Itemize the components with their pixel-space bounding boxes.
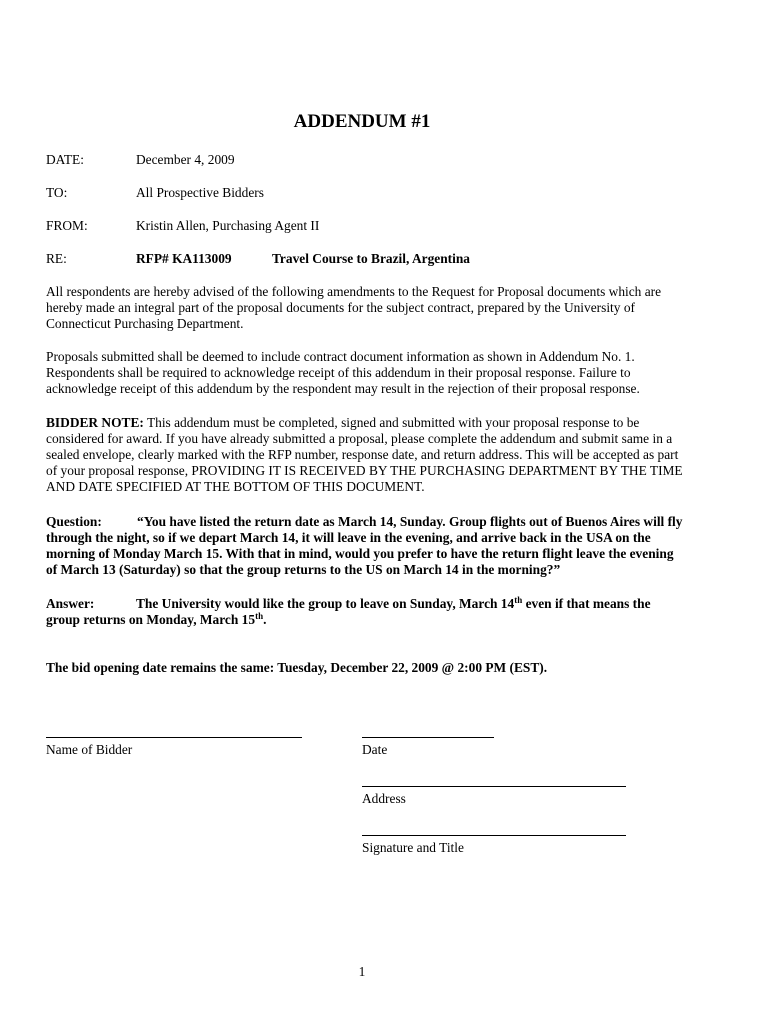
page-number: 1 bbox=[358, 964, 366, 979]
answer-text-1: The University would like the group to leave on Sunday, March 14 bbox=[136, 596, 515, 611]
signature-title-label: Signature and Title bbox=[362, 840, 464, 855]
bid-opening-statement: The bid opening date remains the same: Tuesday, December 22, 2009 @ 2:00 PM (EST). bbox=[46, 660, 548, 675]
answer-text-2: even if that means the group returns on Monday, March 15 bbox=[46, 596, 651, 627]
signature-title-line[interactable] bbox=[362, 835, 626, 836]
re-label: RE: bbox=[46, 251, 67, 266]
address-label: Address bbox=[362, 791, 406, 806]
question-block bbox=[46, 514, 686, 578]
address-line[interactable] bbox=[362, 786, 626, 787]
document-title: ADDENDUM #1 bbox=[293, 111, 431, 132]
bidder-note-paragraph bbox=[46, 415, 686, 495]
to-value: All Prospective Bidders bbox=[136, 185, 264, 200]
answer-label: Answer: bbox=[46, 596, 95, 611]
question-label: Question: bbox=[46, 514, 102, 529]
re-subject: Travel Course to Brazil, Argentina bbox=[272, 251, 470, 266]
intro-paragraph: All respondents are hereby advised of the following amendments to the Request for Proposal documents which are hereby made an integral part of the proposal documents for the subject contract, prepared by the University of Connecticut Purchasing Department. bbox=[46, 284, 662, 331]
date-label: DATE: bbox=[46, 152, 84, 167]
from-label: FROM: bbox=[46, 218, 88, 233]
bidder-note-text: This addendum must be completed, signed and submitted with your proposal response to be considered for award. If you have already submitted a proposal, please complete the addendum and submit same in a sealed envelope, clearly marked with the RFP number, response date, and return address. This will be accepted as part of your proposal response, PROVIDING IT IS RECEIVED BY THE PURCHASING DEPARTMENT BY THE TIME AND DATE SPECIFIED AT THE BOTTOM OF THIS DOCUMENT. bbox=[46, 415, 683, 494]
date-signature-label: Date bbox=[362, 742, 388, 757]
date-signature-line[interactable] bbox=[362, 737, 494, 738]
answer-block bbox=[46, 596, 686, 628]
bidder-note-label: BIDDER NOTE: bbox=[46, 415, 144, 430]
answer-superscript-1: th bbox=[514, 595, 523, 605]
acknowledge-paragraph: Proposals submitted shall be deemed to include contract document information as shown in Addendum No. 1. Respondents shall be required to acknowledge receipt of this addendum in their proposal response. Failure to acknowledge receipt of this addendum by the respondent may result in the rejection of their proposal response. bbox=[46, 349, 640, 396]
name-of-bidder-line[interactable] bbox=[46, 737, 302, 738]
answer-superscript-2: th bbox=[255, 611, 264, 621]
from-value: Kristin Allen, Purchasing Agent II bbox=[136, 218, 320, 233]
answer-text-3: . bbox=[263, 612, 267, 627]
re-rfp-number: RFP# KA113009 bbox=[136, 251, 232, 266]
name-of-bidder-label: Name of Bidder bbox=[46, 742, 133, 757]
question-text: “You have listed the return date as March 14, Sunday. Group flights out of Buenos Aires will fly through the night, so if we depart March 14, it will leave in the evening, and arrive back in the USA on the morning of Monday March 15. With that in mind, would you prefer to have the return flight leave the evening of March 13 (Saturday) so that the group returns to the US on March 14 in the morning?” bbox=[46, 514, 683, 577]
to-label: TO: bbox=[46, 185, 68, 200]
date-value: December 4, 2009 bbox=[136, 152, 235, 167]
